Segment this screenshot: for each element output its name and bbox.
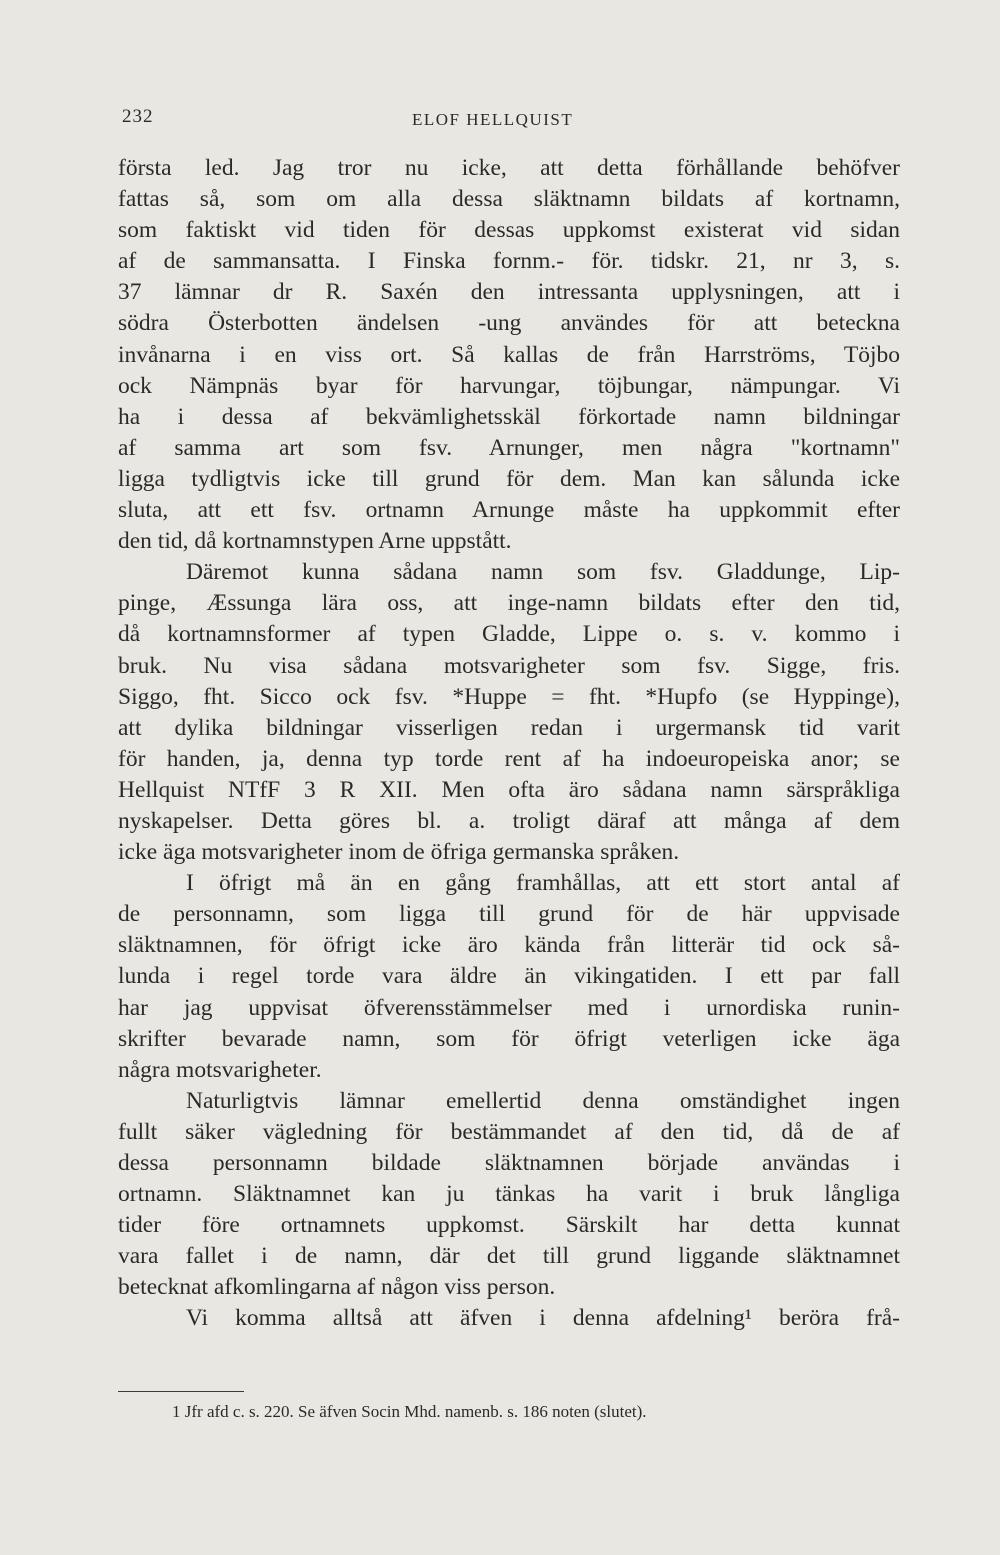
page-header: [122, 106, 900, 136]
text-line: några motsvarigheter.: [118, 1056, 322, 1083]
text-line: Siggo, fht. Sicco ock fsv. *Huppe = fht. *Hupfo (se Hyppinge),: [118, 683, 900, 710]
text-line: 37 lämnar dr R. Saxén den intressanta upplysningen, att i: [118, 279, 900, 306]
text-line: ligga tydligtvis icke till grund för dem. Man kan sålunda icke: [118, 465, 900, 492]
text-line: södra Österbotten ändelsen -ung användes för att beteckna: [118, 310, 900, 337]
text-line: ock Nämpnäs byar för harvungar, töjbungar, nämpungar. Vi: [118, 372, 900, 399]
text-line: af samma art som fsv. Arnunger, men några "kortnamn": [118, 434, 900, 461]
page-number: 232: [122, 106, 154, 127]
text-line: som faktiskt vid tiden för dessas uppkomst existerat vid sidan: [118, 217, 900, 244]
text-line: skrifter bevarade namn, som för öfrigt veterligen icke äga: [118, 1025, 900, 1052]
text-line: fullt säker vägledning för bestämmandet af den tid, då de af: [118, 1118, 900, 1145]
text-line: tider före ortnamnets uppkomst. Särskilt har detta kunnat: [118, 1212, 900, 1239]
text-line: I öfrigt må än en gång framhållas, att ett stort antal af: [186, 870, 900, 897]
text-line: Vi komma alltså att äfven i denna afdelning¹ beröra frå-: [186, 1305, 900, 1332]
text-line: sluta, att ett fsv. ortnamn Arnunge måste ha uppkommit efter: [118, 497, 900, 524]
text-line: vara fallet i de namn, där det till grund liggande släktnamnet: [118, 1243, 900, 1270]
text-line: pinge, Æssunga lära oss, att inge-namn bildats efter den tid,: [118, 590, 900, 617]
text-line: ortnamn. Släktnamnet kan ju tänkas ha varit i bruk långliga: [118, 1181, 900, 1208]
text-line: Naturligtvis lämnar emellertid denna omständighet ingen: [186, 1087, 900, 1114]
footnote: 1 Jfr afd c. s. 220. Se äfven Socin Mhd. namenb. s. 186 noten (slutet).: [172, 1402, 647, 1421]
text-line: invånarna i en viss ort. Så kallas de från Harrströms, Töjbo: [118, 341, 900, 368]
text-line: dessa personnamn bildade släktnamnen började användas i: [118, 1150, 900, 1176]
text-line: den tid, då kortnamnstypen Arne uppstått.: [118, 528, 512, 555]
text-line: lunda i regel torde vara äldre än vikingatiden. I ett par fall: [118, 963, 900, 990]
text-line: Hellquist NTfF 3 R XII. Men ofta äro sådana namn särspråkliga: [118, 776, 900, 803]
text-line: att dylika bildningar visserligen redan i urgermansk tid varit: [118, 714, 900, 741]
text-line: fattas så, som om alla dessa släktnamn bildats af kortnamn,: [118, 186, 900, 213]
text-line: af de sammansatta. I Finska fornm.- för. tidskr. 21, nr 3, s.: [118, 248, 900, 275]
text-line: betecknat afkomlingarna af någon viss person.: [118, 1274, 556, 1301]
running-head: ELOF HELLQUIST: [412, 110, 574, 129]
text-line: då kortnamnsformer af typen Gladde, Lippe o. s. v. kommo i: [118, 621, 900, 648]
text-line: nyskapelser. Detta göres bl. a. troligt däraf att många af dem: [118, 807, 900, 834]
footnote-divider: [118, 1391, 244, 1392]
text-line: de personnamn, som ligga till grund för de här uppvisade: [118, 901, 900, 928]
body-text: [118, 153, 900, 1335]
text-line: för handen, ja, denna typ torde rent af ha indoeuropeiska anor; se: [118, 745, 900, 772]
text-line: Däremot kunna sådana namn som fsv. Gladdunge, Lip-: [186, 559, 900, 586]
text-line: icke äga motsvarigheter inom de öfriga germanska språken.: [118, 839, 680, 866]
text-line: bruk. Nu visa sådana motsvarigheter som fsv. Sigge, fris.: [118, 652, 900, 679]
text-line: har jag uppvisat öfverensstämmelser med i urnordiska runin-: [118, 994, 900, 1021]
text-line: släktnamnen, för öfrigt icke äro kända från litterär tid ock så-: [118, 932, 900, 959]
text-line: första led. Jag tror nu icke, att detta förhållande behöfver: [118, 155, 900, 181]
text-line: ha i dessa af bekvämlighetsskäl förkortade namn bildningar: [118, 403, 900, 430]
